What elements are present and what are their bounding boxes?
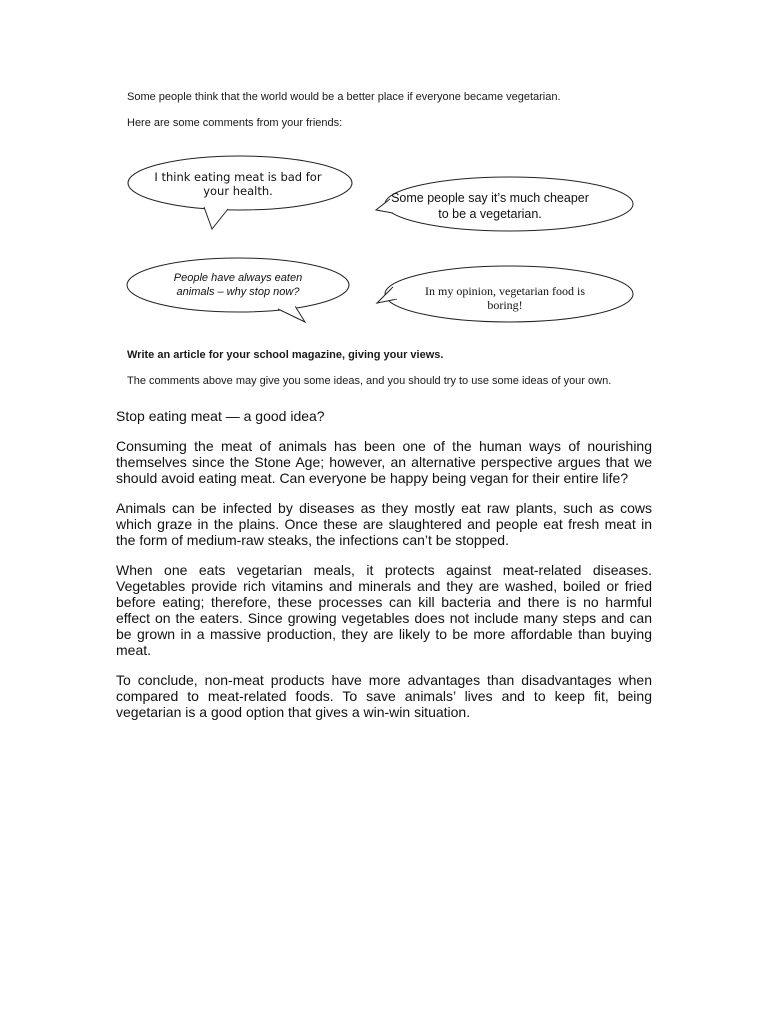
essay-title: Stop eating meat — a good idea?: [116, 408, 325, 424]
prompt-task: Write an article for your school magazine, giving your views.: [127, 349, 444, 361]
bubble-text-4: [400, 284, 610, 312]
bubble-1-line-1: I think eating meat is bad for: [154, 170, 322, 184]
bubble-text-3: [148, 271, 328, 299]
essay-paragraph-3: When one eats vegetarian meals, it protects against meat-related diseases. Vegetables provide rich vitamins and minerals and they are washed, boiled or fried before eating; therefore, these processes can kill bacteria and there is no harmful effect on the eaters. Since growing vegetables does not include many steps and can be grown in a massive production, they are likely to be more affordable than buying meat.: [116, 562, 652, 658]
bubble-3-line-2: animals – why stop now?: [176, 286, 300, 298]
prompt-comments-label: Here are some comments from your friends:: [127, 117, 343, 129]
essay-paragraph-2: Animals can be infected by diseases as they mostly eat raw plants, such as cows which graze in the plains. Once these are slaughtered and people eat fresh meat in the form of medium-raw steaks, the infections can’t be stopped.: [116, 500, 652, 548]
bubble-4-line-1: In my opinion, vegetarian food is: [425, 284, 585, 298]
bubble-2-line-2: to be a vegetarian.: [438, 207, 542, 221]
bubble-text-1: [148, 170, 328, 198]
prompt-intro: Some people think that the world would be a better place if everyone became vegetarian.: [127, 91, 561, 103]
bubble-3-line-1: People have always eaten: [173, 272, 303, 284]
essay: [116, 408, 652, 734]
bubble-1-line-2: your health.: [203, 184, 273, 198]
prompt-hint: The comments above may give you some ideas, and you should try to use some ideas of your own.: [127, 375, 612, 387]
essay-paragraph-4: To conclude, non-meat products have more advantages than disadvantages when compared to meat-related foods. To save animals’ lives and to keep fit, being vegetarian is a good option that gives a win-win situation.: [116, 672, 652, 720]
bubble-4-line-2: boring!: [487, 298, 523, 312]
bubble-text-2: [390, 190, 590, 222]
speech-bubbles: [0, 0, 768, 400]
essay-paragraph-1: Consuming the meat of animals has been one of the human ways of nourishing themselves since the Stone Age; however, an alternative perspective argues that we should avoid eating meat. Can everyone be happy being vegan for their entire life?: [116, 438, 652, 486]
bubble-2-line-1: Some people say it’s much cheaper: [391, 191, 589, 205]
